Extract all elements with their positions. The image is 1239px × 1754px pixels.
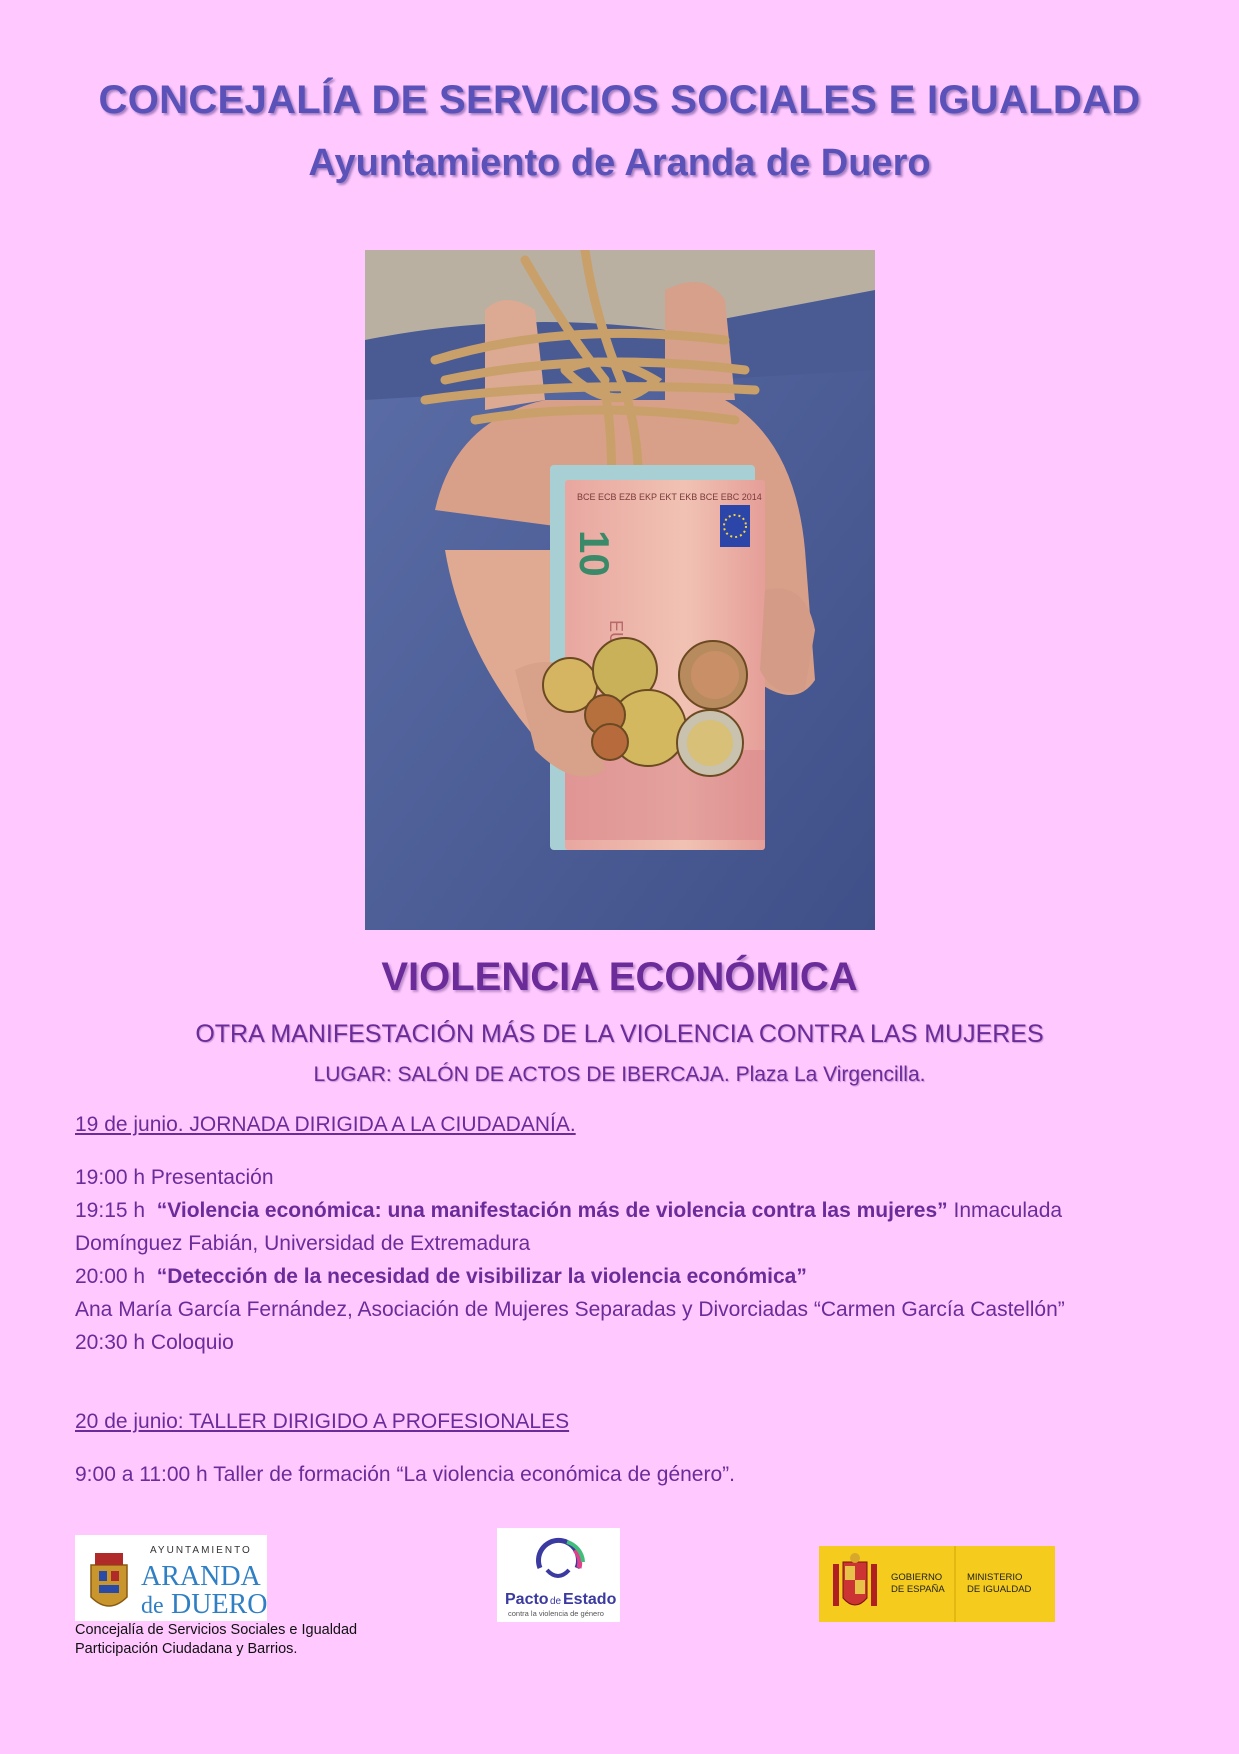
pacto-logo-text-b: de [550,1596,562,1607]
day2-heading: 20 de junio: TALLER DIRIGIDO A PROFESIONALES [75,1410,570,1433]
page-title: CONCEJALÍA DE SERVICIOS SOCIALES E IGUALDAD [98,78,1141,122]
hands-money-illustration [365,250,875,930]
day1-program [75,1161,1165,1359]
program-item [75,1458,1165,1491]
day1-heading: 19 de junio. JORNADA DIRIGIDA A LA CIUDADANÍA. [75,1113,576,1136]
item-text: Coloquio [150,1331,234,1354]
event-title: VIOLENCIA ECONÓMICA [381,955,858,999]
event-subtitle: OTRA MANIFESTACIÓN MÁS DE LA VIOLENCIA CONTRA LAS MUJERES [195,1020,1044,1048]
gob-right-2: DE IGUALDAD [967,1584,1032,1595]
talk-title: “Violencia económica: una manifestación más de violencia contra las mujeres” [156,1199,948,1222]
coin-icon [592,724,628,760]
coat-of-arms-icon [91,1553,127,1606]
gob-right-1: MINISTERIO [967,1572,1023,1583]
pacto-emblem-icon [539,1540,584,1576]
item-time: 9:00 a 11:00 h [75,1463,208,1486]
page-subtitle: Ayuntamiento de Aranda de Duero [308,142,931,184]
item-time: 19:15 h [75,1199,146,1222]
program-item [75,1326,1165,1359]
item-text: Presentación [150,1166,274,1189]
program-item [75,1161,1165,1194]
gob-left-2: DE ESPAÑA [891,1584,945,1595]
gobierno-ministerio-logo [819,1546,1055,1622]
banknote-code-text: BCE ECB EZB EKP EKT EKB BCE EBC 2014 [577,492,762,502]
item-text: Taller de formación “La violencia económica de género”. [213,1463,735,1486]
pacto-de-estado-logo [497,1528,620,1622]
caption-line: Participación Ciudadana y Barrios. [75,1641,298,1657]
program-item [75,1194,1165,1260]
aranda-logo-line2a: de [141,1593,164,1619]
talk-speaker: Ana María García Fernández, Asociación de Mujeres Separadas y Divorciadas “Carmen García Castellón” [75,1298,1065,1321]
talk-title: “Detección de la necesidad de visibilizar la violencia económica” [156,1265,807,1288]
pacto-logo-sub: contra la violencia de género [508,1609,604,1618]
pacto-logo-text-c: Estado [563,1591,617,1608]
item-time: 20:30 h [75,1331,146,1354]
item-time: 19:00 h [75,1166,146,1189]
aranda-logo [75,1535,267,1621]
pacto-logo-text-a: Pacto [505,1591,549,1608]
gob-left-1: GOBIERNO [891,1572,943,1583]
item-time: 20:00 h [75,1265,146,1288]
talk-speaker: Inmaculada Domínguez Fabián, Universidad de Extremadura [75,1199,1063,1255]
footer-caption [75,1621,357,1659]
day2-program [75,1458,1165,1491]
caption-line: Concejalía de Servicios Sociales e Igualdad [75,1622,358,1638]
event-location: LUGAR: SALÓN DE ACTOS DE IBERCAJA. Plaza La Virgencilla. [313,1063,926,1086]
event-photo [365,250,875,930]
aranda-logo-line1: ARANDA [141,1561,261,1592]
aranda-logo-top: AYUNTAMIENTO [150,1545,252,1556]
banknote-value: 10 [571,530,618,577]
aranda-logo-line2b: DUERO [171,1589,267,1620]
program-item [75,1260,1165,1326]
